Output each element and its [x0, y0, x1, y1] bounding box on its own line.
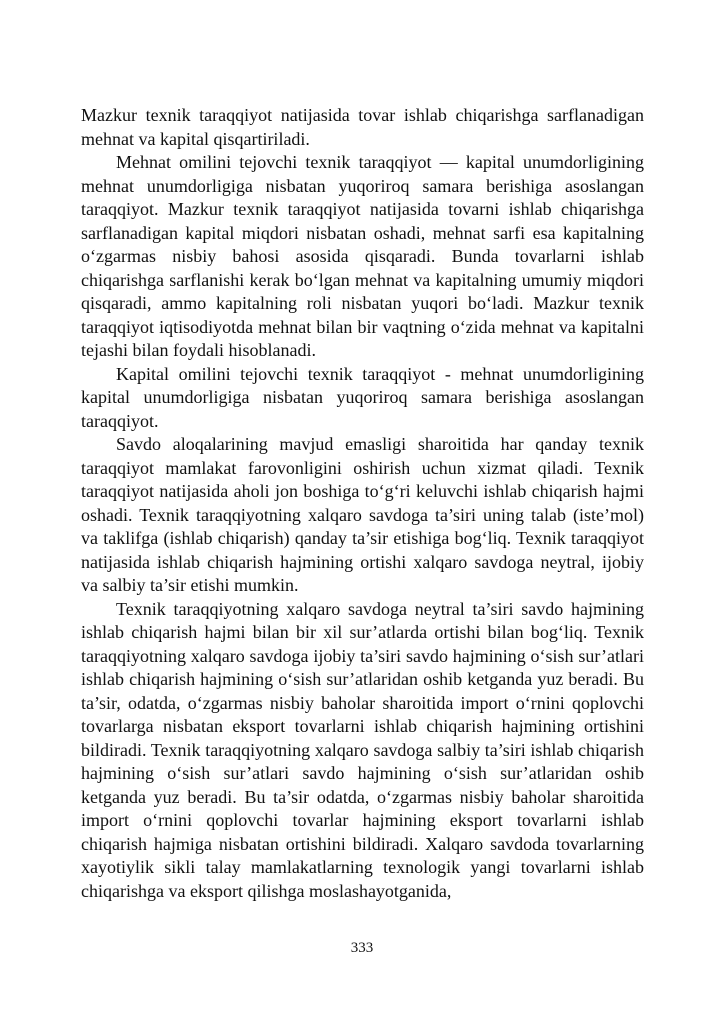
paragraph-3: Kapital omilini tejovchi texnik taraqqiyot - mehnat unumdorligining kapital unumdorligiga nisbatan yuqoriroq samara berishiga asoslangan taraqqiyot. — [81, 363, 644, 431]
page-number: 333 — [350, 940, 374, 956]
paragraph-1: Mazkur texnik taraqqiyot natijasida tovar ishlab chiqarishga sarflanadigan mehnat va kapital qisqartiriladi. — [81, 105, 644, 149]
paragraph-2: Mehnat omilini tejovchi texnik taraqqiyot — kapital unumdorligining mehnat unumdorligiga nisbatan yuqoriroq samara berishiga asoslangan taraqqiyot. Mazkur texnik taraqqiyot natijasida tovarni ishlab chiqarishga sarflanadigan kapital miqdori nisbatan oshadi, mehnat sarfi esa kapitalning o‘zgarmas nisbiy bahosi asosida qisqaradi. Bunda tovarlarni ishlab chiqarishga sarflanishi kerak bo‘lgan mehnat va kapitalning umumiy miqdori qisqaradi, ammo kapitalning roli nisbatan yuqori bo‘ladi. Mazkur texnik taraqqiyot iqtisodiyotda mehnat bilan bir vaqtning o‘zida mehnat va kapitalni tejashi bilan foydali hisoblanadi. — [81, 152, 644, 360]
paragraph-5: Texnik taraqqiyotning xalqaro savdoga neytral ta’siri savdo hajmining ishlab chiqarish hajmi bilan bir xil sur’atlarda ortishi bilan bog‘liq. Texnik taraqqiyotning xalqaro savdoga ijobiy ta’siri savdo hajmining o‘sish sur’atlari ishlab chiqarish hajmining o‘sish sur’atlaridan oshib ketganda yuz beradi. Bu ta’sir, odatda, o‘zgarmas nisbiy baholar sharoitida import o‘rnini qoplovchi tovarlarga nisbatan eksport tovarlarni ishlab chiqarish hajmining ortishini bildiradi. Texnik taraqqiyotning xalqaro savdoga salbiy ta’siri ishlab chiqarish hajmining o‘sish sur’atlari savdo hajmining o‘sish sur’atlaridan oshib ketganda yuz beradi. Bu ta’sir odatda, o‘zgarmas nisbiy baholar sharoitida import o‘rnini qoplovchi tovarlar hajmining eksport tovarlarni ishlab chiqarish hajmiga nisbatan ortishini bildiradi. Xalqaro savdoda tovarlarning xayotiylik sikli talay mamlakatlarning texnologik yangi tovarlarni ishlab chiqarishga va eksport qilishga moslashayotganida, — [81, 598, 644, 901]
page-body — [81, 104, 644, 903]
paragraph-4: Savdo aloqalarining mavjud emasligi sharoitida har qanday texnik taraqqiyot mamlakat farovonligini oshirish uchun xizmat qiladi. Texnik taraqqiyot natijasida aholi jon boshiga to‘g‘ri keluvchi ishlab chiqarish hajmi oshadi. Texnik taraqqiyotning xalqaro savdoga ta’siri uning talab (iste’mol) va taklifga (ishlab chiqarish) qanday ta’sir etishiga bog‘liq. Texnik taraqqiyot natijasida ishlab chiqarish hajmining ortishi xalqaro savdoga neytral, ijobiy va salbiy ta’sir etishi mumkin. — [81, 434, 644, 595]
